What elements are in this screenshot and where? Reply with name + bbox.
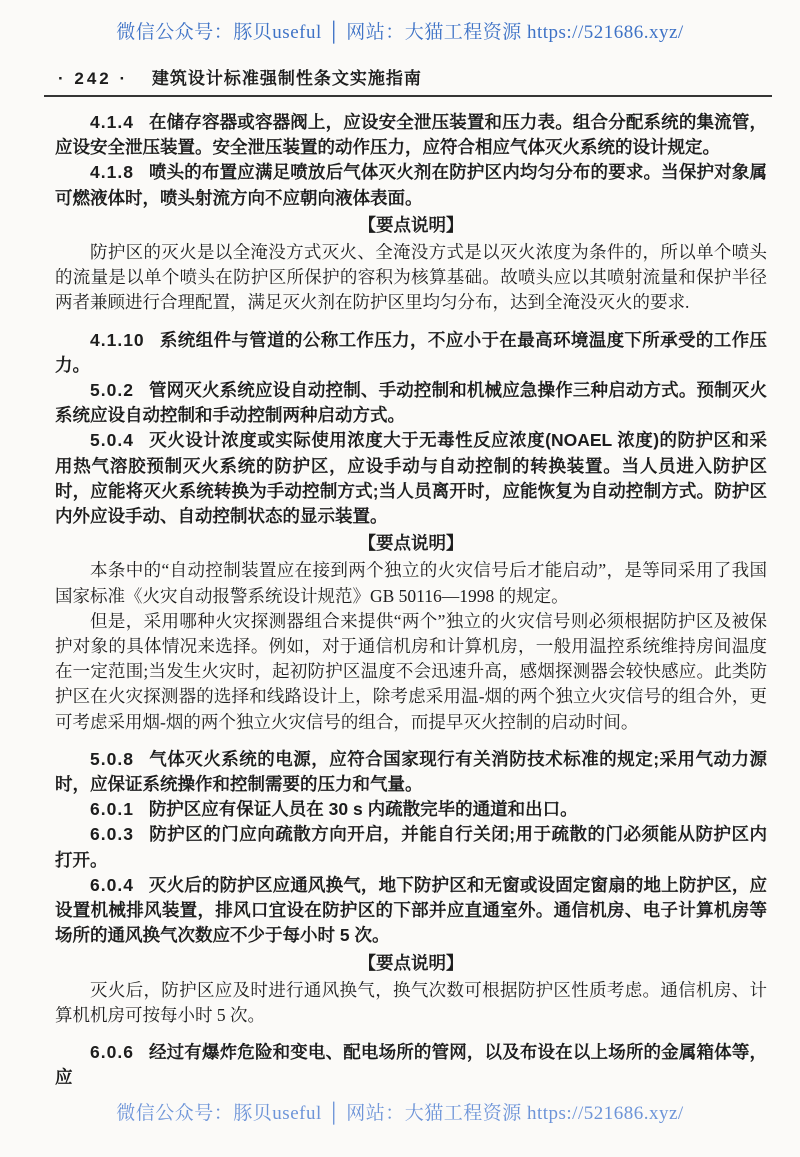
clause-paragraph-5-0-8: [55, 747, 767, 797]
header-rule: [44, 95, 772, 97]
clause-number: 4.1.10: [90, 329, 145, 350]
clause-paragraph-4-1-8: [55, 160, 767, 210]
watermark-top: 微信公众号：豚贝useful │ 网站：大猫工程资源 https://521686.xyz/: [116, 22, 684, 43]
clause-paragraph-4-1-10: [55, 328, 767, 378]
clause-number: 4.1.4: [90, 112, 134, 132]
clause-paragraph-6-0-4: [55, 873, 767, 949]
clause-number: 5.0.4: [90, 430, 134, 451]
note-paragraph: 灭火后，防护区应及时进行通风换气，换气次数可根据防护区性质考虑。通信机房、计算机机房可按每小时 5 次。: [55, 979, 767, 1025]
clause-text: 防护区的门应向疏散方向开启，并能自行关闭;用于疏散的门必须能从防护区内打开。: [55, 824, 767, 870]
clause-paragraph-5-0-2: [55, 378, 767, 428]
note-paragraph: 本条中的“自动控制装置应在接到两个独立的火灾信号后才能启动”，是等同采用了我国国家标准《火灾自动报警系统设计规范》GB 50116—1998 的规定。: [55, 560, 767, 606]
clause-text: 灭火设计浓度或实际使用浓度大于无毒性反应浓度(NOAEL 浓度)的防护区和采用热气溶胶预制灭火系统的防护区，应设手动与自动控制的转换装置。当人员进入防护区时，应能将灭火系统转换为手动控制方式;当人员离开时，应能恢复为自动控制方式。防护区内外应设手动、自动控制状态的显示装置。: [55, 430, 767, 527]
book-title: 建筑设计标准强制性条文实施指南: [151, 69, 422, 88]
clause-number: 6.0.3: [90, 824, 134, 845]
key-notes-heading: 【要点说明】: [358, 214, 464, 235]
clause-number: 6.0.6: [90, 1042, 134, 1063]
clause-number: 6.0.1: [90, 799, 134, 820]
clause-paragraph-4-1-4: [55, 110, 767, 160]
note-paragraph: 防护区的灭火是以全淹没方式灭火、全淹没方式是以灭火浓度为条件的，所以单个喷头的流量是以单个喷头在防护区所保护的容积为核算基础。故喷头应以其喷射流量和保护半径两者兼顾进行合理配置，满足灭火剂在防护区里均匀分布，达到全淹没灭火的要求.: [55, 242, 767, 313]
clause-text: 喷头的布置应满足喷放后气体灭火剂在防护区内均匀分布的要求。当保护对象属可燃液体时，喷头射流方向不应朝向液体表面。: [55, 162, 767, 208]
note-paragraph: 但是，采用哪种火灾探测器组合来提供“两个”独立的火灾信号则必须根据防护区及被保护对象的具体情况来选择。例如，对于通信机房和计算机房，一般用温控系统维持房间温度在一定范围;当发生火灾时，起初防护区温度不会迅速升高，感烟探测器会较快感应。此类防护区在火灾探测器的选择和线路设计上，除考虑采用温-烟的两个独立火灾信号的组合外，更可考虑采用烟-烟的两个独立火灾信号的组合，而提早灭火控制的启动时间。: [55, 610, 767, 732]
clause-text: 灭火后的防护区应通风换气，地下防护区和无窗或设固定窗扇的地上防护区，应设置机械排风装置，排风口宜设在防护区的下部并应直通室外。通信机房、电子计算机房等场所的通风换气次数应不少于每小时 5 次。: [55, 874, 767, 946]
clause-text: 气体灭火系统的电源，应符合国家现行有关消防技术标准的规定;采用气动力源时，应保证系统操作和控制需要的压力和气量。: [55, 748, 767, 795]
clause-number: 5.0.8: [90, 748, 134, 769]
clause-number: 4.1.8: [90, 162, 134, 183]
clause-paragraph-5-0-4: [55, 428, 767, 529]
clause-text: 在储存容器或容器阀上，应设安全泄压装置和压力表。组合分配系统的集流管，应设安全泄压装置。安全泄压装置的动作压力，应符合相应气体灭火系统的设计规定。: [55, 112, 767, 158]
clause-text: 防护区应有保证人员在 30 s 内疏散完毕的通道和出口。: [148, 799, 578, 820]
page-header: [58, 64, 756, 89]
page-number: · 242 ·: [58, 69, 129, 88]
clause-number: 6.0.4: [90, 874, 134, 895]
clause-text: 系统组件与管道的公称工作压力，不应小于在最高环境温度下所承受的工作压力。: [55, 329, 767, 375]
clause-number: 5.0.2: [90, 380, 134, 401]
clause-paragraph-6-0-3: [55, 822, 767, 872]
clause-text: 管网灭火系统应设自动控制、手动控制和机械应急操作三种启动方式。预制灭火系统应设自动控制和手动控制两种启动方式。: [55, 380, 767, 426]
clause-text: 经过有爆炸危险和变电、配电场所的管网，以及布设在以上场所的金属箱体等，应: [55, 1042, 767, 1088]
key-notes-heading: 【要点说明】: [358, 952, 464, 973]
key-notes-heading: 【要点说明】: [358, 533, 464, 554]
clause-paragraph-6-0-1: [55, 797, 767, 822]
page-body: [55, 110, 767, 1091]
watermark-bottom: 微信公众号：豚贝useful │ 网站：大猫工程资源 https://521686.xyz/: [116, 1103, 684, 1124]
clause-paragraph-6-0-6: [55, 1040, 767, 1090]
